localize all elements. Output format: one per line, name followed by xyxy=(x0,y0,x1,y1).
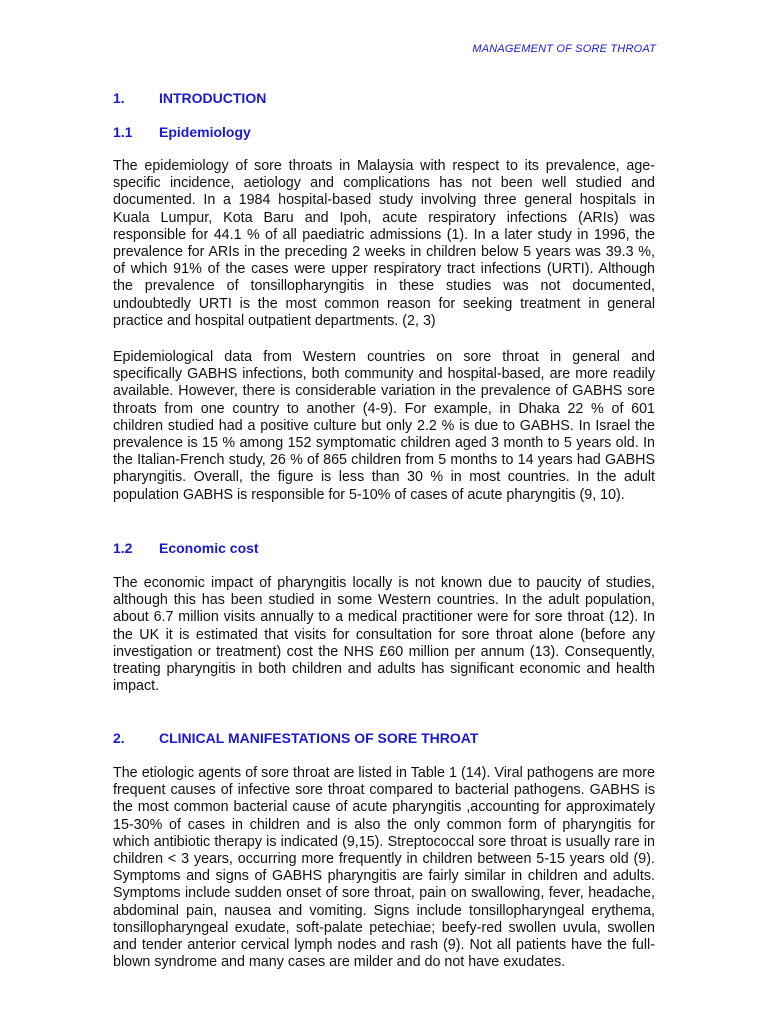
running-header: MANAGEMENT OF SORE THROAT xyxy=(472,43,656,55)
subsection-number: 1.2 xyxy=(113,540,133,556)
subsection-title: Epidemiology xyxy=(159,124,251,140)
subsection-number: 1.1 xyxy=(113,124,133,140)
section-number: 1. xyxy=(113,90,125,106)
section-title: INTRODUCTION xyxy=(159,90,267,106)
section-heading-introduction xyxy=(113,90,266,106)
section-title: CLINICAL MANIFESTATIONS OF SORE THROAT xyxy=(159,730,479,746)
paragraph-epidemiology-2: Epidemiological data from Western countries on sore throat in general and specifically GABHS infections, both community and hospital-based, are more readily available. However, there is considerable variation in the prevalence of GABHS sore throats from one country to another (4-9). For example, in Dhaka 22 % of 601 children studied had a positive culture but only 2.2 % is due to GABHS. In Israel the prevalence is 15 % among 152 symptomatic children aged 3 month to 5 years old. In the Italian-French study, 26 % of 865 children from 5 months to 14 years had GABHS pharyngitis. Overall, the figure is less than 30 % in most countries. In the adult population GABHS is responsible for 5-10% of cases of acute pharyngitis (9, 10). xyxy=(113,349,655,503)
paragraph-clinical-manifestations: The etiologic agents of sore throat are listed in Table 1 (14). Viral pathogens are more frequent causes of infective sore throat compared to bacterial pathogens. GABHS is the most common bacterial cause of acute pharyngitis ,accounting for approximately 15-30% of cases in children and is also the only common form of pharyngitis for which antibiotic therapy is indicated (9,15). Streptococcal sore throat is usually rare in children < 3 years, occurring more frequently in children between 5-15 years old (9). Symptoms and signs of GABHS pharyngitis are fairly similar in children and adults. Symptoms include sudden onset of sore throat, pain on swallowing, fever, headache, abdominal pain, nausea and vomiting. Signs include tonsillopharyngeal erythema, tonsillopharyngeal exudate, soft-palate petechiae; beefy-red swollen uvula, swollen and tender anterior cervical lymph nodes and rash (9). Not all patients have the full-blown syndrome and many cases are milder and do not have exudates. xyxy=(113,765,655,971)
section-number: 2. xyxy=(113,730,125,746)
subsection-title: Economic cost xyxy=(159,540,259,556)
paragraph-economic-cost: The economic impact of pharyngitis locally is not known due to paucity of studies, although this has been studied in some Western countries. In the adult population, about 6.7 million visits annually to a medical practitioner were for sore throat (12). In the UK it is estimated that visits for consultation for sore throat alone (before any investigation or treatment) cost the NHS £60 million per annum (13). Consequently, treating pharyngitis in both children and adults has significant economic and health impact. xyxy=(113,575,655,695)
subsection-heading-economic-cost xyxy=(113,540,259,556)
section-heading-clinical-manifestations xyxy=(113,730,478,746)
subsection-heading-epidemiology xyxy=(113,124,251,140)
paragraph-epidemiology-1: The epidemiology of sore throats in Malaysia with respect to its prevalence, age-specific incidence, aetiology and complications has not been well studied and documented. In a 1984 hospital-based study involving three general hospitals in Kuala Lumpur, Kota Baru and Ipoh, acute respiratory infections (ARIs) was responsible for 44.1 % of all paediatric admissions (1). In a later study in 1996, the prevalence for ARIs in the preceding 2 weeks in children below 5 years was 39.3 %, of which 91% of the cases were upper respiratory tract infections (URTI). Although the prevalence of tonsillopharyngitis in these studies was not documented, undoubtedly URTI is the most common reason for seeking treatment in general practice and hospital outpatient departments. (2, 3) xyxy=(113,158,655,329)
